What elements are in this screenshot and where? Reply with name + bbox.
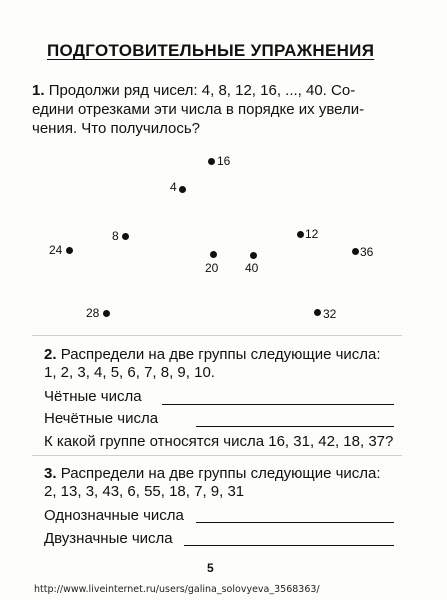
point-12 — [297, 231, 304, 238]
point-36 — [352, 248, 359, 255]
page-title: ПОДГОТОВИТЕЛЬНЫЕ УПРАЖНЕНИЯ — [47, 41, 375, 60]
task2-line1 — [44, 345, 381, 364]
task2-text-1: Распредели на две группы следующие числа: — [60, 346, 381, 363]
even-numbers-answer-line[interactable] — [162, 404, 394, 405]
footer-url: http://www.liveinternet.ru/users/galina_solovyeva_3568363/ — [34, 584, 320, 595]
task1-text-1: Продолжи ряд чисел: 4, 8, 12, 16, ..., 40. Со- — [48, 82, 356, 99]
task1-text-3: чения. Что получилось? — [32, 120, 200, 137]
divider — [32, 335, 402, 336]
even-numbers-label: Чётные числа — [44, 388, 142, 405]
single-digit-label: Однозначные числа — [44, 507, 184, 524]
task2-text-2: 1, 2, 3, 4, 5, 6, 7, 8, 9, 10. — [44, 364, 215, 381]
point-label-12: 12 — [305, 227, 319, 241]
point-label-16: 16 — [217, 154, 231, 168]
page-number: 5 — [207, 561, 214, 575]
task2-number: 2. — [44, 346, 57, 363]
point-label-24: 24 — [49, 243, 63, 257]
point-label-28: 28 — [86, 306, 100, 320]
task3-text-2: 2, 13, 3, 43, 6, 55, 18, 7, 9, 31 — [44, 483, 245, 500]
point-20 — [210, 251, 217, 258]
point-label-20: 20 — [205, 261, 219, 275]
point-8 — [122, 233, 129, 240]
point-label-4: 4 — [170, 180, 177, 194]
task1-line1 — [32, 81, 355, 100]
point-label-8: 8 — [112, 229, 119, 243]
task1-text-2: едини отрезками эти числа в порядке их увели- — [32, 101, 365, 118]
odd-numbers-label: Нечётные числа — [44, 410, 159, 427]
point-24 — [66, 247, 73, 254]
point-16 — [208, 158, 215, 165]
single-digit-answer-line[interactable] — [196, 522, 394, 523]
point-label-32: 32 — [323, 307, 337, 321]
task2-question: К какой группе относятся числа 16, 31, 42, 18, 37? — [44, 433, 394, 450]
double-digit-label: Двузначные числа — [44, 530, 173, 547]
task1-number: 1. — [32, 82, 45, 99]
double-digit-answer-line[interactable] — [184, 545, 394, 546]
odd-numbers-answer-line[interactable] — [196, 426, 394, 427]
task3-number: 3. — [44, 465, 57, 482]
point-4 — [179, 186, 186, 193]
point-32 — [314, 309, 321, 316]
task3-line1 — [44, 464, 381, 483]
point-label-40: 40 — [245, 261, 259, 275]
point-28 — [103, 310, 110, 317]
task3-text-1: Распредели на две группы следующие числа: — [60, 465, 381, 482]
divider — [32, 455, 402, 456]
point-40 — [250, 252, 257, 259]
point-label-36: 36 — [360, 245, 374, 259]
